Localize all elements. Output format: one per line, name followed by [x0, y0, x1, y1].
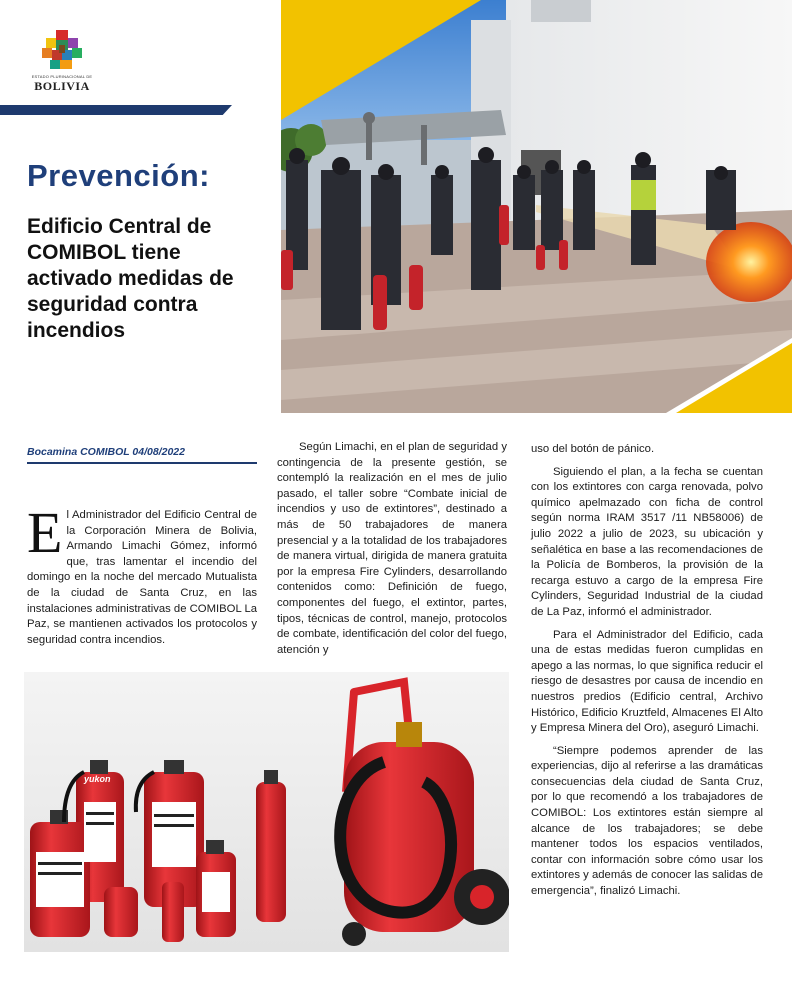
logo-country-name: BOLIVIA	[34, 79, 90, 93]
extinguisher-brand-label: yukon	[84, 774, 111, 784]
header-accent-bar	[0, 105, 232, 115]
paragraph-3: Siguiendo el plan, a la fecha se cuentan con los extintores con carga renovada, polvo químico apelmazado con ficha de control según norma IRAM 3517 /11 NB58006) de julio 2022 a julio de 2023, su ubicación y señalética en base a las recomendaciones de la Policía de Bomberos, la provisión de la recarga estuvo a cargo de la empresa Fire Cylinders, Seguridad Industrial de la ciudad de La Paz, informó el administrador.	[531, 465, 763, 618]
bolivia-logo	[30, 28, 94, 94]
byline: Bocamina COMIBOL 04/08/2022	[27, 446, 185, 458]
article-column-1	[27, 500, 258, 655]
article-column-2	[277, 440, 507, 665]
drop-cap: E	[27, 500, 63, 565]
bolivia-emblem-icon	[40, 28, 84, 72]
article-subtitle: Edificio Central de COMIBOL tiene activado medidas de seguridad contra incendios	[27, 215, 234, 342]
article-column-3	[531, 442, 763, 907]
fire-drill-photo	[281, 0, 792, 413]
intro-paragraph	[27, 500, 258, 648]
page-title: Prevención:	[27, 158, 210, 193]
paragraph-5: “Siempre podemos aprender de las experiencias, dijo al referirse a las dramáticas consecuencias dela ciudad de Santa Cruz, por lo que recomendó a los trabajadores de COMIBOL: Los extintores están siempre al alcance de los trabajadores; se debe mantener todos los espacios ventilados, contar con información sobre cómo usar los extintores y además de conocer las salidas de emergencia”, finalizó Limachi.	[531, 744, 763, 898]
paragraph-2: Según Limachi, en el plan de seguridad y contingencia de la presente gestión, se contempló la realización en el mes de julio pasado, el taller sobre “Combate inicial de incendios y uso de extintores”, destinado a más de 50 trabajadores de manera presencial y a la totalidad de los trabajadores de manera virtual, dirigida de manera gratuita por la empresa Fire Cylinders, desarrollando contenidos como: Definición de fuego, componentes del fuego, el extintor, partes, tipos, técnicas de control, manejo, protocolos de combate, identificación del color del fuego, atención y	[277, 441, 507, 656]
paragraph-4: Para el Administrador del Edificio, cada una de estas medidas fueron cumplidas en apego a las normas, lo que significa reducir el riesgo de desastres por causa de incendio en nuestros predios (Edificio central, Archivo Histórico, Edificio Kruztfeld, Almacenes El Alto y Empresa Minera del Oro), aseguró Limachi.	[531, 628, 763, 735]
logo-small-text: ESTADO PLURINACIONAL DE	[31, 74, 93, 79]
paragraph-2-continued: uso del botón de pánico.	[531, 443, 655, 455]
extinguishers-photo	[24, 672, 509, 952]
byline-divider	[27, 462, 257, 464]
intro-paragraph-text: l Administrador del Edificio Central de la Corporación Minera de Bolivia, Armando Limachi Gómez, informó que, tras lamentar el incendio del domingo en la noche del mercado Mutualista de la ciudad de Santa Cruz, en las instalaciones administrativas de COMIBOL La Paz, se mantienen activados los protocolos y seguridad contra incendios.	[27, 509, 258, 646]
